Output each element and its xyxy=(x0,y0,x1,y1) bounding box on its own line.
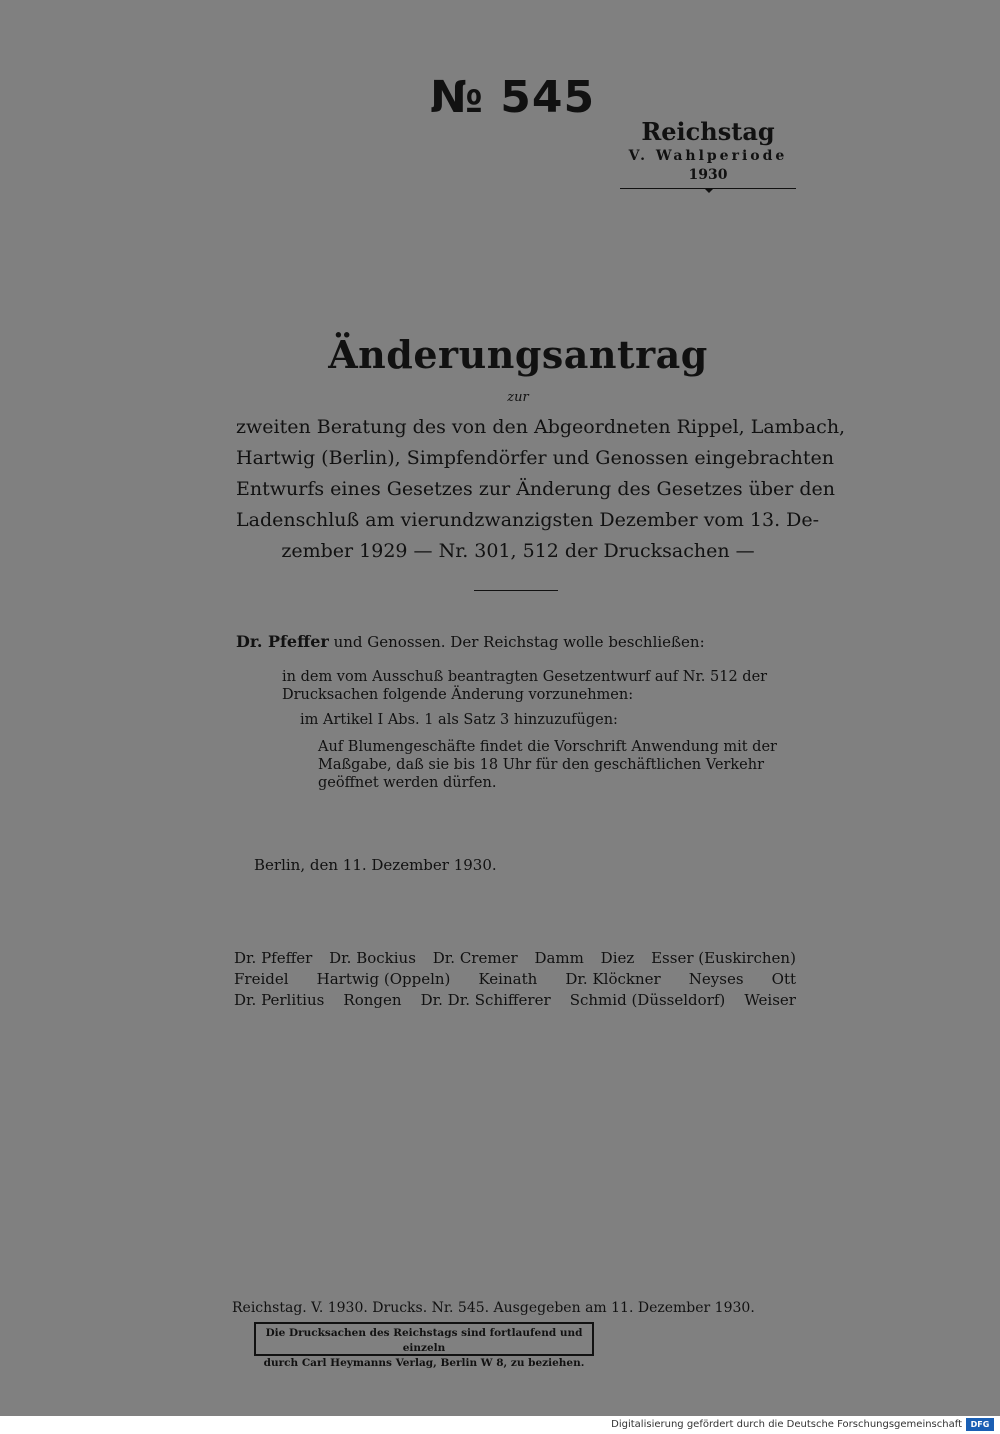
signer-row xyxy=(234,990,796,1011)
signer-name: Neyses xyxy=(688,970,744,988)
intro-line: Ladenschluß am vierundzwanzigsten Dezember vom 13. De- xyxy=(236,509,820,531)
title-connector: zur xyxy=(507,390,529,405)
signer-name: Weiser xyxy=(744,991,796,1009)
intro-line: zweiten Beratung des von den Abgeordneten Rippel, Lambach, xyxy=(236,416,846,438)
motion-line xyxy=(236,632,800,651)
header-rule xyxy=(620,188,796,189)
signer-name: Ott xyxy=(771,970,796,988)
amendment-paragraph-2: im Artikel I Abs. 1 als Satz 3 hinzuzufügen: xyxy=(300,712,618,728)
notice-line: durch Carl Heymanns Verlag, Berlin W 8, zu beziehen. xyxy=(263,1357,585,1369)
amendment-paragraph-1 xyxy=(282,668,798,704)
dfg-logo: DFG xyxy=(966,1418,994,1431)
legislative-period: V. Wahlperiode xyxy=(628,148,788,164)
signer-name: Rongen xyxy=(343,991,402,1009)
paragraph-line: Auf Blumengeschäfte findet die Vorschrift Anwendung mit der xyxy=(318,739,777,755)
publication-footer: Reichstag. V. 1930. Drucks. Nr. 545. Ausgegeben am 11. Dezember 1930. xyxy=(232,1300,755,1316)
section-divider xyxy=(474,590,558,591)
signer-name: Dr. Perlitius xyxy=(234,991,325,1009)
paragraph-line: Drucksachen folgende Änderung vorzunehmen: xyxy=(282,687,634,703)
signer-name: Dr. Klöckner xyxy=(565,970,661,988)
page-title: Änderungsantrag xyxy=(328,332,708,377)
signer-name: Dr. Cremer xyxy=(432,949,518,967)
paragraph-line: in dem vom Ausschuß beantragten Gesetzentwurf auf Nr. 512 der xyxy=(282,669,768,685)
signer-name: Dr. Pfeffer xyxy=(234,949,313,967)
amendment-text xyxy=(318,738,798,792)
reichstag-header-box xyxy=(620,118,796,189)
notice-line: Die Drucksachen des Reichstags sind fortlaufend und einzeln xyxy=(265,1327,583,1354)
mover-name: Dr. Pfeffer xyxy=(236,632,329,651)
signatories xyxy=(234,948,796,1011)
distribution-notice xyxy=(254,1322,594,1369)
signer-row xyxy=(234,969,796,990)
signer-name: Dr. Bockius xyxy=(329,949,416,967)
period-year: 1930 xyxy=(688,167,728,183)
intro-line: Hartwig (Berlin), Simpfendörfer und Genossen eingebrachten xyxy=(236,447,834,469)
paragraph-line: Maßgabe, daß sie bis 18 Uhr für den geschäftlichen Verkehr xyxy=(318,757,765,773)
signer-row xyxy=(234,948,796,969)
motion-text: und Genossen. Der Reichstag wolle beschließen: xyxy=(333,633,705,651)
signer-name: Dr. Dr. Schifferer xyxy=(420,991,551,1009)
intro-line: Entwurfs eines Gesetzes zur Änderung des Gesetzes über den xyxy=(236,478,836,500)
dateline: Berlin, den 11. Dezember 1930. xyxy=(254,856,497,874)
intro-paragraph xyxy=(236,412,846,567)
paragraph-line: geöffnet werden dürfen. xyxy=(318,775,497,791)
signer-name: Freidel xyxy=(234,970,289,988)
digitization-credit: Digitalisierung gefördert durch die Deutsche Forschungsgemeinschaft xyxy=(611,1419,962,1430)
signer-name: Damm xyxy=(534,949,584,967)
document-number: № 545 xyxy=(430,72,596,123)
parliament-name: Reichstag xyxy=(641,117,775,146)
signer-name: Keinath xyxy=(478,970,538,988)
signer-name: Hartwig (Oppeln) xyxy=(316,970,451,988)
intro-line: zember 1929 — Nr. 301, 512 der Drucksachen — xyxy=(281,540,755,562)
signer-name: Diez xyxy=(600,949,635,967)
signer-name: Esser (Euskirchen) xyxy=(651,949,796,967)
signer-name: Schmid (Düsseldorf) xyxy=(569,991,726,1009)
